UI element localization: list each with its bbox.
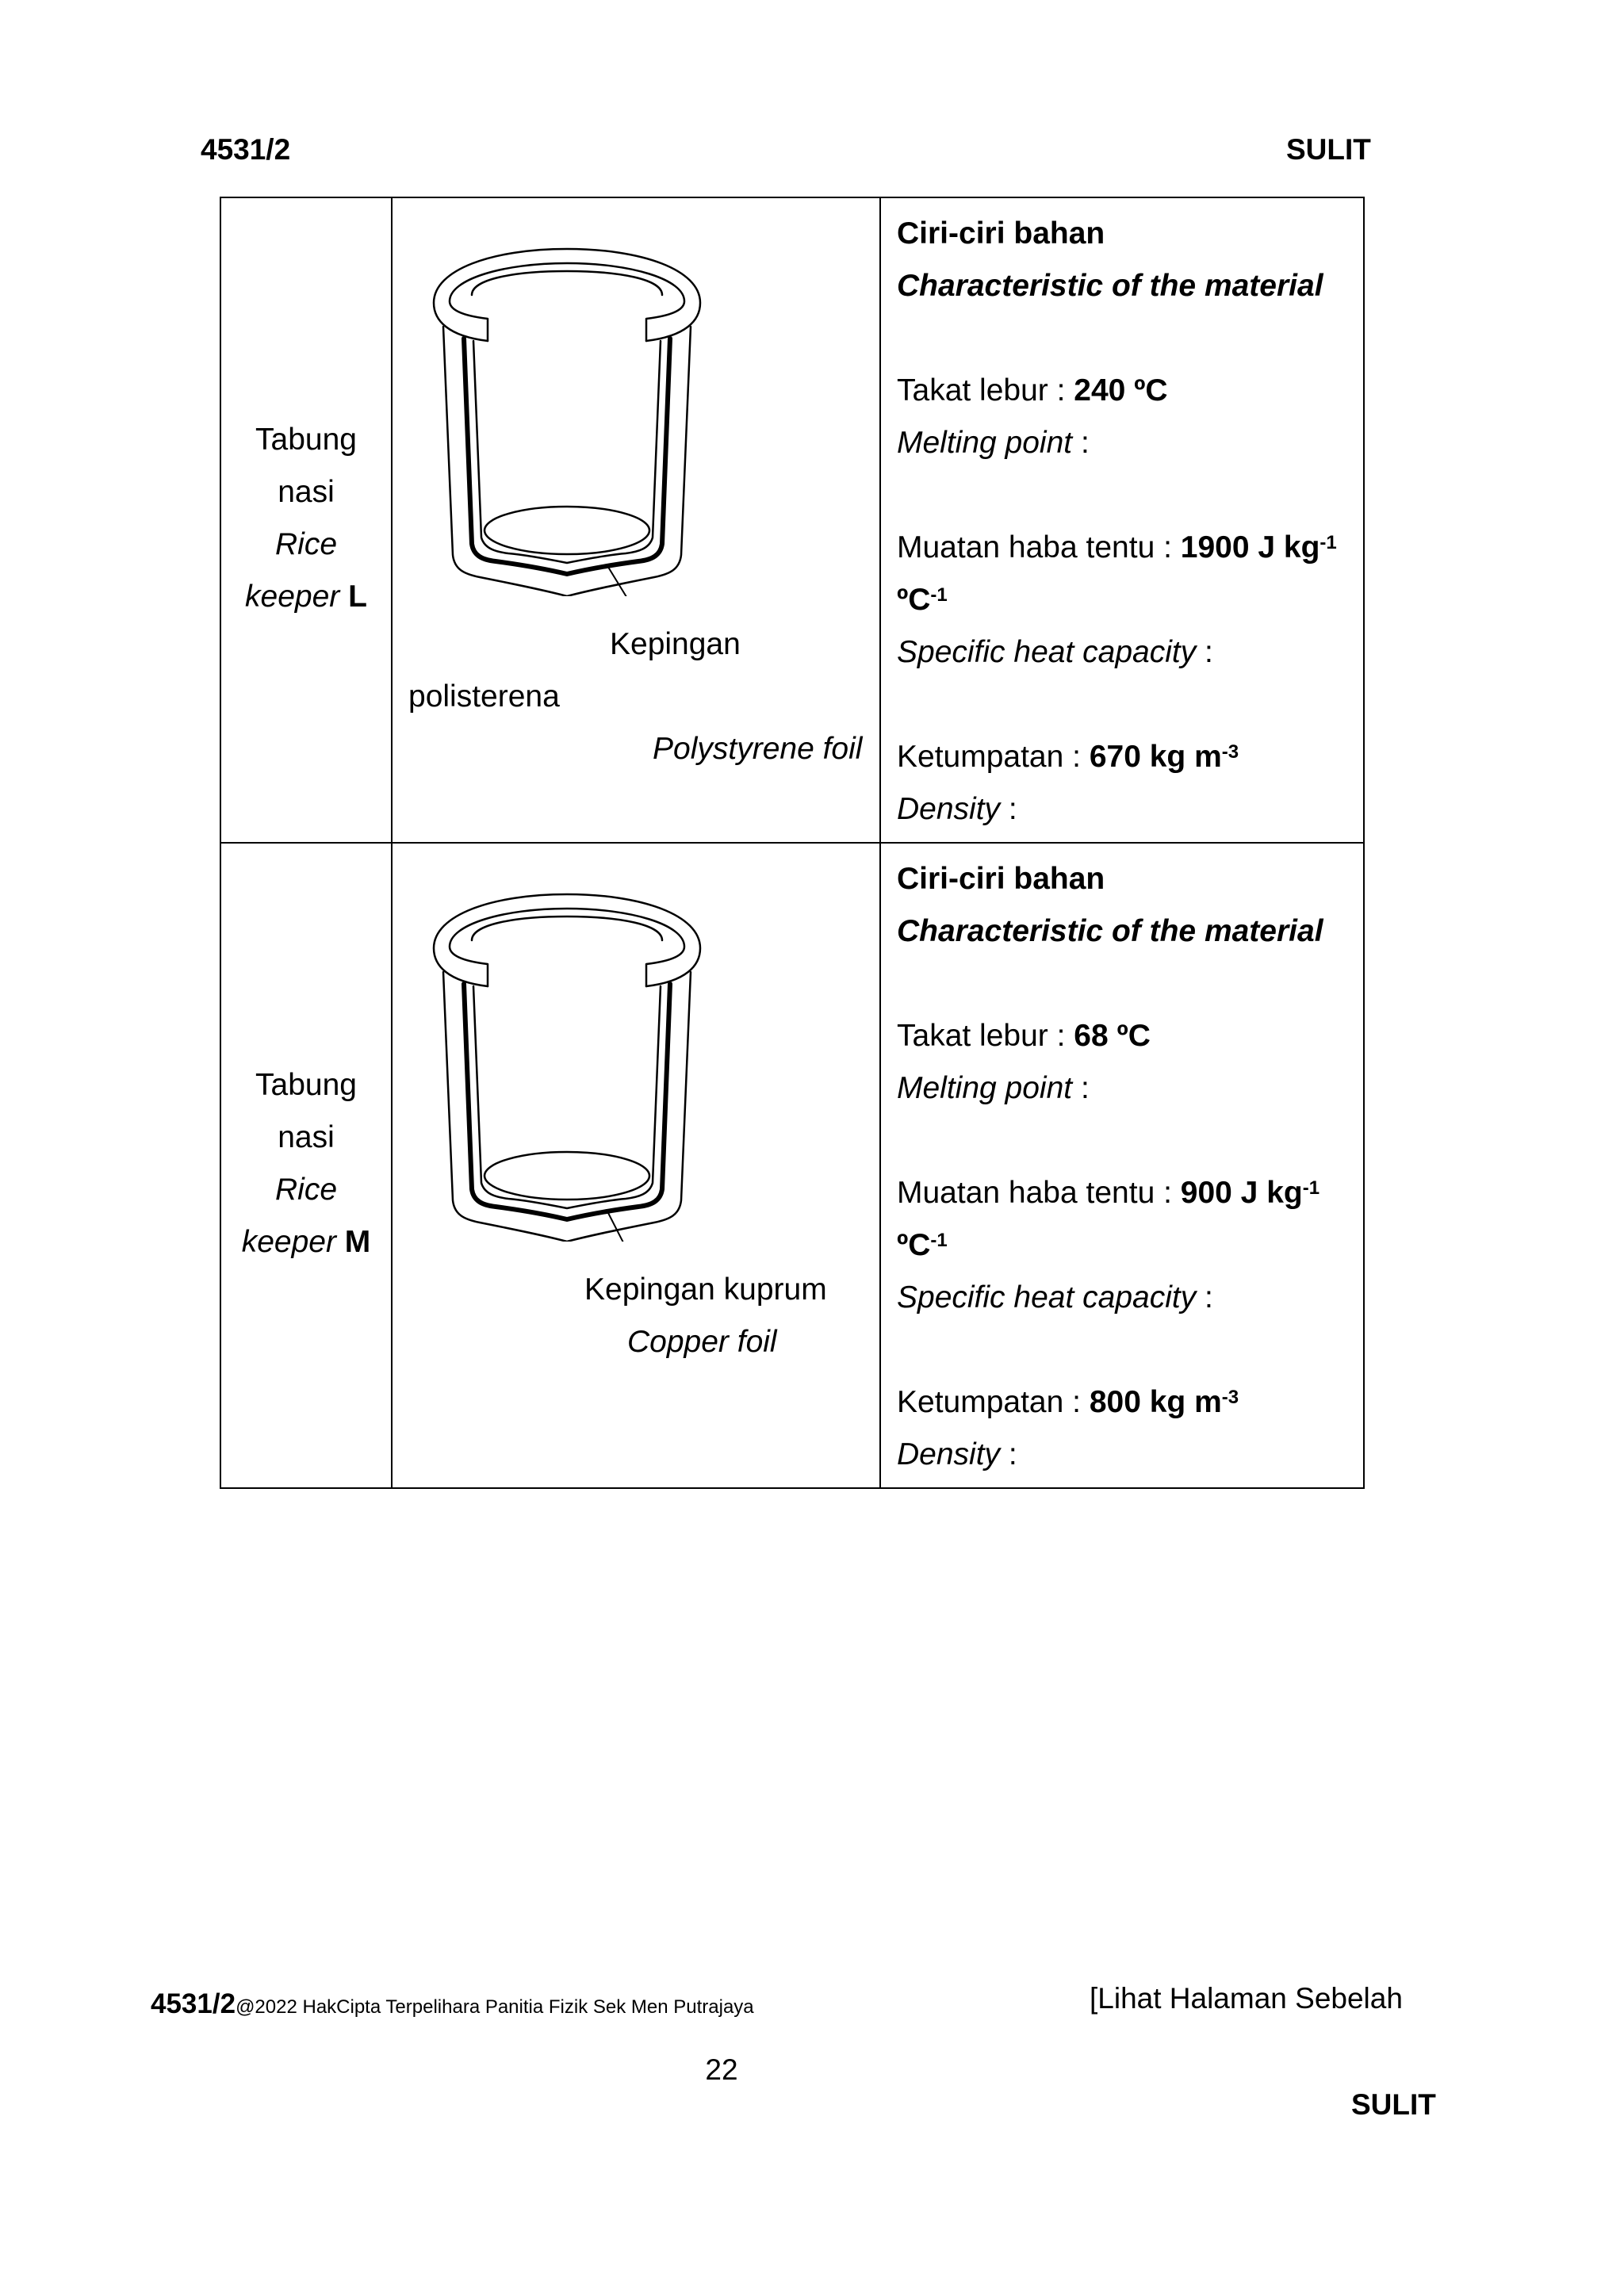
foil-lining (464, 339, 670, 574)
cup-inner (473, 986, 661, 1208)
footer-copyright-text: @2022 HakCipta Terpelihara Panitia Fizik Sek Men Putrajaya (236, 1996, 754, 2018)
density-label-en: Density (897, 792, 1001, 826)
figure-caption-en: Copper foil (627, 1325, 777, 1359)
density-label: Ketumpatan : (897, 740, 1090, 774)
footer-paper-code: 4531/2 (151, 1988, 236, 2019)
shc-label-en: Specific heat capacity (897, 635, 1197, 669)
characteristics-heading-en: Characteristic of the material (897, 914, 1323, 948)
cup-outer-rim (434, 249, 700, 341)
density-value: 670 kg m (1089, 740, 1222, 774)
characteristics-heading-en: Characteristic of the material (897, 269, 1323, 303)
keeper-name-line1: Tabung (255, 1068, 357, 1102)
material-characteristics-cell: Ciri-ciri bahan Characteristic of the material Takat lebur : 240 ºC Melting point : Muatan haba tentu : 1900 J $kg^{-1}$ ºC$^{-1}$ Specific heat capacity : Ketumpatan : 670 kg $m^{-3}$ Density : (880, 197, 1364, 843)
keeper-name-line3: Rice (274, 1173, 338, 1207)
figure-caption-ms: Kepingan kuprum (584, 1272, 827, 1307)
keeper-figure-cell (392, 843, 880, 1488)
melting-point-label: Takat lebur : (897, 1019, 1074, 1053)
density-label: Ketumpatan : (897, 1385, 1090, 1419)
keeper-name-line3: Rice (274, 527, 338, 561)
keeper-name-line2: nasi (278, 475, 335, 509)
figure-caption-en: Polystyrene foil (653, 732, 863, 766)
keeper-letter: M (344, 1225, 371, 1259)
footer-copyright (151, 1988, 754, 2020)
keeper-name-line1: Tabung (255, 423, 357, 457)
keeper-name-line2: nasi (278, 1120, 335, 1154)
footer-classification: SULIT (1351, 2088, 1436, 2121)
figure-caption-ms-a: Kepingan (610, 627, 741, 661)
keeper-figure-cell (392, 197, 880, 843)
label-pointer (607, 564, 654, 596)
rice-keeper-l-drawing (432, 247, 702, 596)
cup-inner (473, 341, 661, 563)
material-characteristics-cell: Ciri-ciri bahan Characteristic of the material Takat lebur : 68 ºC Melting point : Muatan haba tentu : 900 J $kg^{-1}$ ºC$^{-1}$ Specific heat capacity : Ketumpatan : 800 kg $m^{-3}$ Density : (880, 843, 1364, 1488)
material-comparison-table (220, 197, 1365, 1489)
density-value: 800 kg m (1089, 1385, 1222, 1419)
density-label-en: Density (897, 1437, 1001, 1471)
keeper-name-cell (220, 843, 392, 1488)
page-number: 22 (705, 2053, 738, 2086)
table-row-keeper-m (220, 843, 1364, 1488)
table-row-keeper-l (220, 197, 1364, 843)
keeper-name-line4: keeper (245, 580, 340, 614)
melting-point-label-en: Melting point (897, 426, 1073, 460)
characteristics-heading-ms: Ciri-ciri bahan (897, 216, 1105, 251)
shc-label: Muatan haba tentu : (897, 530, 1181, 564)
figure-caption-ms-b: polisterena (408, 679, 560, 714)
shc-unit: ºC (897, 1228, 931, 1262)
keeper-name-line4: keeper (241, 1225, 336, 1259)
shc-value: 900 J kg (1180, 1176, 1303, 1210)
shc-label-en: Specific heat capacity (897, 1280, 1197, 1314)
melting-point-label-en: Melting point (897, 1071, 1073, 1105)
shc-unit: ºC (897, 583, 931, 617)
header-classification: SULIT (1286, 133, 1371, 166)
melting-point-value: 240 ºC (1074, 373, 1168, 408)
header-paper-code: 4531/2 (201, 133, 291, 166)
characteristics-heading-ms: Ciri-ciri bahan (897, 862, 1105, 896)
foil-lining (464, 984, 670, 1219)
shc-label: Muatan haba tentu : (897, 1176, 1181, 1210)
keeper-name-cell (220, 197, 392, 843)
keeper-letter: L (348, 580, 367, 614)
rice-keeper-m-drawing (432, 893, 702, 1242)
shc-value: 1900 J kg (1180, 530, 1320, 564)
melting-point-label: Takat lebur : (897, 373, 1074, 408)
footer-next-page: [Lihat Halaman Sebelah (1090, 1982, 1403, 2015)
melting-point-value: 68 ºC (1074, 1019, 1151, 1053)
cup-outer-rim (434, 894, 700, 986)
